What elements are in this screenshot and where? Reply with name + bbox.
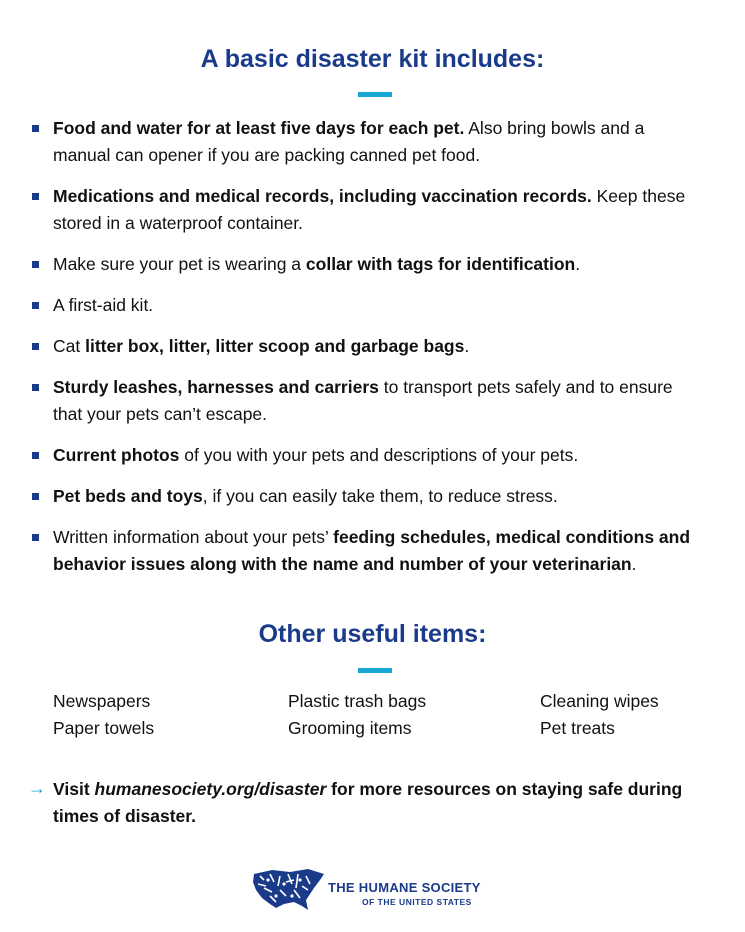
kit-item-bold-text: litter box, litter, litter scoop and garbage bags (85, 336, 465, 356)
bullet-square-icon (32, 193, 39, 200)
kit-item-text: of you with your pets and descriptions of your pets. (179, 445, 579, 465)
bullet-square-icon (32, 125, 39, 132)
bullet-square-icon (32, 534, 39, 541)
kit-item-text: Make sure your pet is wearing a (53, 254, 306, 274)
title-accent-bar (358, 92, 392, 97)
kit-item-text: Also bring bowls and a manual can opener if you are packing canned pet food. (53, 118, 645, 165)
kit-item (0, 374, 745, 428)
kit-item-text: . (464, 336, 470, 356)
list-item: Paper towels (53, 718, 155, 738)
kit-item (0, 524, 745, 578)
kit-item-bold-text: Current photos (53, 445, 180, 465)
bullet-square-icon (32, 493, 39, 500)
kit-item-bold-text: Medications and medical records, including vaccination records. (53, 186, 592, 206)
kit-item-text: , if you can easily take them, to reduce stress. (202, 486, 558, 506)
us-map-animals-icon (250, 866, 328, 916)
visit-prefix: Visit (53, 779, 95, 799)
other-items-column-3 (540, 688, 659, 742)
kit-item (0, 483, 745, 510)
list-item: Cleaning wipes (540, 691, 659, 711)
other-items-heading: Other useful items: (258, 620, 487, 648)
page-title: A basic disaster kit includes: (200, 45, 545, 73)
disaster-kit-list (0, 115, 745, 592)
kit-item-text: A first-aid kit. (53, 295, 154, 315)
other-items-column-2 (288, 688, 426, 742)
kit-item-text: . (575, 254, 581, 274)
kit-item (0, 115, 745, 169)
kit-item (0, 251, 745, 278)
arrow-right-icon: → (28, 778, 46, 798)
bullet-square-icon (32, 384, 39, 391)
bullet-square-icon (32, 452, 39, 459)
kit-item-bold-text: collar with tags for identification (305, 254, 576, 274)
list-item: Grooming items (288, 718, 412, 738)
kit-item (0, 183, 745, 237)
kit-item-bold-text: Sturdy leashes, harnesses and carriers (53, 377, 379, 397)
list-item: Pet treats (540, 718, 615, 738)
logo-text-line1: THE HUMANE SOCIETY (328, 880, 481, 895)
list-item: Plastic trash bags (288, 691, 427, 711)
kit-item-text: Written information about your pets’ (53, 527, 334, 547)
kit-item-text: to transport pets safely and to ensure that your pets can’t escape. (53, 377, 673, 424)
hsus-logo (250, 866, 510, 916)
kit-item (0, 292, 745, 319)
bullet-square-icon (32, 261, 39, 268)
bullet-square-icon (32, 302, 39, 309)
other-items-column-1 (53, 688, 154, 742)
logo-text-line2: OF THE UNITED STATES (362, 897, 472, 907)
visit-note (53, 776, 703, 830)
kit-item-bold-text: Food and water for at least five days for each pet. (53, 118, 465, 138)
kit-item (0, 333, 745, 360)
kit-item-bold-text: Pet beds and toys (53, 486, 203, 506)
bullet-square-icon (32, 343, 39, 350)
list-item: Newspapers (53, 691, 151, 711)
visit-suffix: for more resources on staying safe during times of disaster. (53, 779, 683, 826)
kit-item-text: Keep these stored in a waterproof container. (53, 186, 686, 233)
kit-item-text: Cat (53, 336, 86, 356)
visit-link[interactable]: humanesociety.org/disaster (94, 779, 327, 799)
kit-item-text: . (631, 554, 637, 574)
kit-item-bold-text: feeding schedules, medical conditions and behavior issues along with the name and number of your veterinarian (53, 527, 691, 574)
other-items-accent-bar (358, 668, 392, 673)
kit-item (0, 442, 745, 469)
